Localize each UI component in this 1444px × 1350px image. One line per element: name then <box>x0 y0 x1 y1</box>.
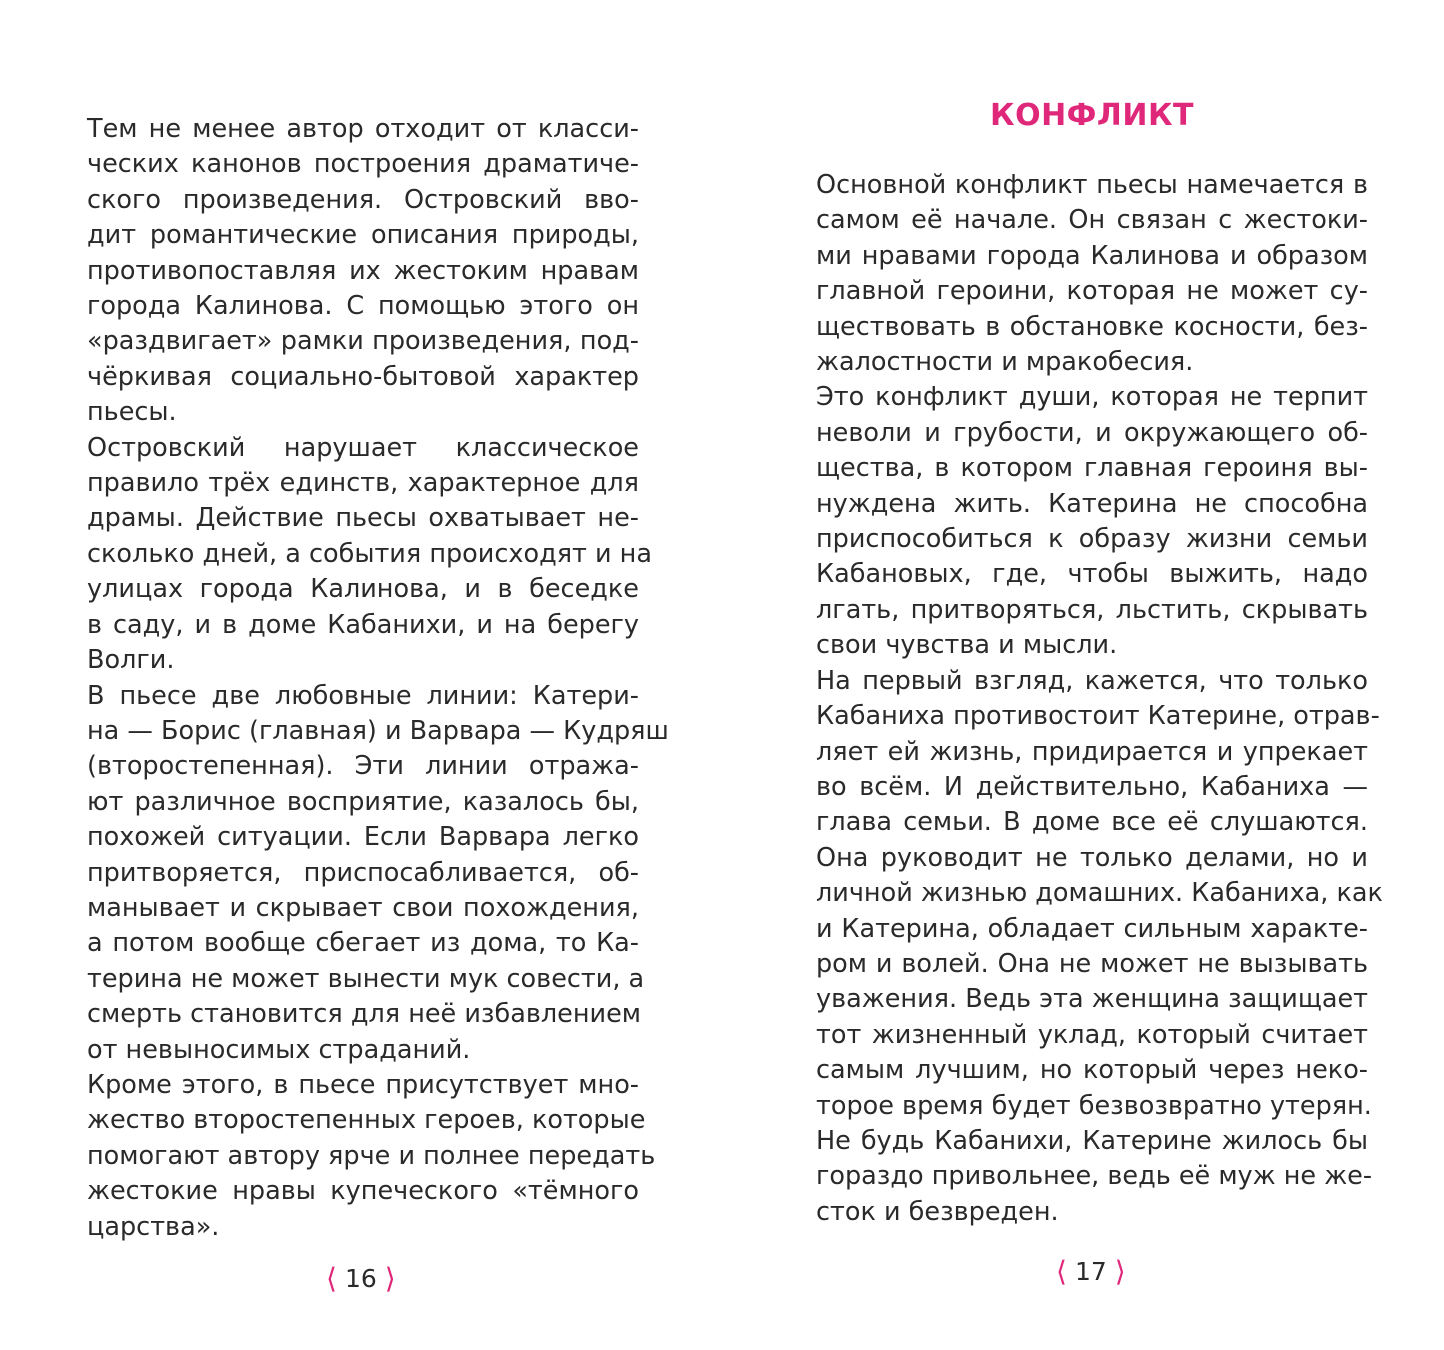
text-line: торое время будет безвозвратно утерян. <box>816 1090 1372 1121</box>
text-line: глава семьи. В доме все её слушаются. <box>816 807 1368 838</box>
text-line: правило трёх единств, характерное для <box>87 468 639 499</box>
paragraph <box>87 1068 656 1245</box>
text-line: уважения. Ведь эта женщина защищает <box>816 984 1369 1015</box>
left-page-number <box>326 1262 396 1296</box>
text-line: терина не может вынести мук совести, а <box>87 963 645 994</box>
text-line: Основной конфликт пьесы намечается в <box>816 170 1368 200</box>
text-line: и Катерина, обладает сильным характе- <box>816 913 1368 944</box>
text-line: пьесы. <box>87 397 177 428</box>
text-line: Кабановых, где, чтобы выжить, надо <box>816 559 1368 590</box>
text-line: манывает и скрывает свои похождения, <box>87 892 639 923</box>
text-line: свои чувства и мысли. <box>816 630 1118 661</box>
text-line: ческих канонов построения драматиче- <box>87 149 639 180</box>
right-page-text <box>816 168 1383 1230</box>
text-line: притворяется, приспосабливается, об- <box>87 857 639 888</box>
text-line: (второстепенная). Эти линии отража- <box>87 751 639 782</box>
page-number-right-bracket: ⟩ <box>384 1262 396 1295</box>
text-line: ского произведения. Островский вво- <box>87 184 639 215</box>
text-line: гораздо привольнее, ведь её муж не же- <box>816 1161 1373 1192</box>
text-line: во всём. И действительно, Кабаниха — <box>816 771 1368 802</box>
page-number-value: 16 <box>344 1264 377 1293</box>
text-line: в саду, и в доме Кабанихи, и на берегу <box>87 609 639 640</box>
text-line: Она руководит не только делами, но и <box>816 842 1368 873</box>
text-line: лгать, притворяться, льстить, скрывать <box>816 594 1368 625</box>
text-line: жество второстепенных героев, которые <box>87 1105 646 1136</box>
text-line: похожей ситуации. Если Варвара легко <box>87 822 639 853</box>
text-line: личной жизнью домашних. Кабаниха, как <box>816 878 1383 909</box>
text-line: Кроме этого, в пьесе присутствует мно- <box>87 1069 639 1100</box>
right-page-number <box>1056 1255 1126 1289</box>
page-number-left-bracket: ⟨ <box>326 1262 337 1295</box>
text-line: В пьесе две любовные линии: Катери- <box>87 680 639 711</box>
paragraph <box>87 679 669 1068</box>
page-number-right-bracket: ⟩ <box>1114 1255 1126 1288</box>
paragraph <box>87 112 639 431</box>
text-line: драмы. Действие пьесы охватывает не- <box>87 503 639 534</box>
text-line: Волги. <box>87 645 175 676</box>
text-line: сток и безвреден. <box>816 1196 1059 1227</box>
text-line: самом её начале. Он связан с жестоки- <box>816 205 1368 236</box>
text-line: царства». <box>87 1211 220 1242</box>
text-line: ми нравами города Калинова и образом <box>816 240 1368 271</box>
text-line: Не будь Кабанихи, Катерине жилось бы <box>816 1125 1368 1156</box>
text-line: улицах города Калинова, и в беседке <box>87 574 639 605</box>
left-page-text <box>87 112 669 1245</box>
chapter-title: КОНФЛИКТ <box>990 98 1194 133</box>
text-line: города Калинова. С помощью этого он <box>87 291 639 322</box>
right-page <box>722 0 1444 1350</box>
text-line: на — Борис (главная) и Варвара — Кудряш <box>87 715 669 746</box>
text-line: Это конфликт души, которая не терпит <box>816 382 1368 413</box>
text-line: «раздвигает» рамки произведения, под- <box>87 326 639 357</box>
text-line: ществовать в обстановке косности, без- <box>816 311 1368 342</box>
text-line: а потом вообще сбегает из дома, то Ка- <box>87 928 639 959</box>
text-line: Тем не менее автор отходит от класси- <box>87 114 639 144</box>
text-line: щества, в котором главная героиня вы- <box>816 453 1368 484</box>
text-line: от невыносимых страданий. <box>87 1034 471 1065</box>
paragraph <box>816 664 1383 1231</box>
paragraph <box>87 431 652 679</box>
paragraph <box>816 168 1368 380</box>
page-number-value: 17 <box>1074 1257 1107 1286</box>
text-line: неволи и грубости, и окружающего об- <box>816 417 1368 448</box>
text-line: главной героини, которая не может су- <box>816 276 1368 307</box>
text-line: ром и волей. Она не может не вызывать <box>816 948 1368 979</box>
text-line: помогают автору ярче и полнее передать <box>87 1140 656 1171</box>
text-line: сколько дней, а события происходят и на <box>87 538 652 569</box>
text-line: жестокие нравы купеческого «тёмного <box>87 1176 639 1207</box>
text-line: нуждена жить. Катерина не способна <box>816 488 1368 519</box>
text-line: самым лучшим, но который через неко- <box>816 1055 1368 1086</box>
text-line: ют различное восприятие, казалось бы, <box>87 786 639 817</box>
text-line: ляет ей жизнь, придирается и упрекает <box>816 736 1368 767</box>
text-line: приспособиться к образу жизни семьи <box>816 524 1368 555</box>
text-line: противопоставляя их жестоким нравам <box>87 255 639 286</box>
text-line: Островский нарушает классическое <box>87 432 639 463</box>
text-line: дит романтические описания природы, <box>87 220 639 251</box>
paragraph <box>816 380 1368 663</box>
page-number-left-bracket: ⟨ <box>1056 1255 1067 1288</box>
text-line: смерть становится для неё избавлением <box>87 999 642 1030</box>
text-line: тот жизненный уклад, который считает <box>816 1019 1368 1050</box>
text-line: жалостности и мракобесия. <box>816 347 1194 378</box>
text-line: Кабаниха противостоит Катерине, отрав- <box>816 701 1380 732</box>
text-line: чёркивая социально-бытовой характер <box>87 361 639 392</box>
text-line: На первый взгляд, кажется, что только <box>816 665 1368 696</box>
